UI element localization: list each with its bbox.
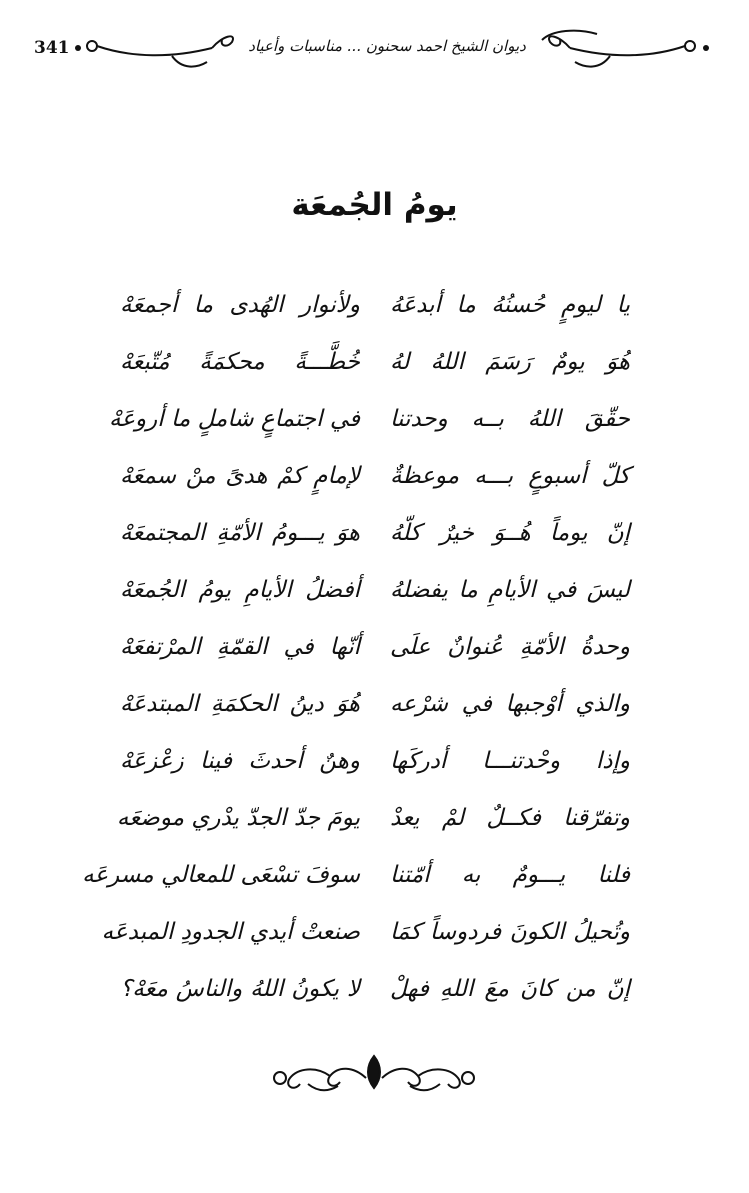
hemistich-first: ليسَ في الأيامِ ما يفضلهُ bbox=[390, 577, 630, 603]
hemistich-second: ولأنوار الهُدى ما أجمعَهْ bbox=[120, 292, 360, 318]
verse-4 bbox=[120, 454, 630, 511]
hemistich-first: إنّ يوماً هُــوَ خيرٌ كلّهُ bbox=[390, 520, 630, 546]
verse-12 bbox=[101, 910, 630, 967]
poem-title: يومُ الجُمعَة bbox=[291, 187, 458, 223]
hemistich-first: حقّقَ اللهُ بــه وحدتنا bbox=[390, 406, 630, 432]
hemistich-second: في اجتماعٍ شاملٍ ما أروعَهْ bbox=[109, 406, 360, 432]
hemistich-second: وهنٌ أحدثَ فينا زعْزعَهْ bbox=[120, 748, 360, 774]
running-title: ديوان الشيخ احمد سحنون ... مناسبات وأعياد bbox=[237, 32, 537, 60]
hemistich-second: لا يكونُ اللهُ والناسُ معَهْ؟ bbox=[120, 976, 360, 1002]
verse-13 bbox=[120, 967, 630, 1024]
hemistich-second: أنّها في القمّةِ المرْتفعَهْ bbox=[120, 634, 360, 660]
verse-8 bbox=[120, 682, 630, 739]
verse-10 bbox=[116, 796, 630, 853]
page-number: 341 bbox=[34, 38, 70, 58]
hemistich-second: خُطَّـــةً محكمَةً مُتّبعَهْ bbox=[120, 349, 360, 375]
hemistich-second: لإمامٍ كمْ هدىً منْ سمعَهْ bbox=[120, 463, 360, 489]
hemistich-first: والذي أوْجبها في شرْعه bbox=[390, 691, 630, 717]
verse-2 bbox=[120, 340, 630, 397]
hemistich-first: فلنا يـــومٌ به أمّتنا bbox=[390, 862, 630, 888]
hemistich-second: أفضلُ الأيامِ يومُ الجُمعَهْ bbox=[120, 577, 360, 603]
verse-11 bbox=[82, 853, 630, 910]
hemistich-first: هُوَ يومٌ رَسَمَ اللهُ لهُ bbox=[390, 349, 630, 375]
hemistich-first: يا ليومٍ حُسنُهُ ما أبدعَهُ bbox=[390, 292, 630, 318]
hemistich-first: وتُحيلُ الكونَ فردوساً كمَا bbox=[390, 919, 630, 945]
hemistich-first: إنّ من كانَ معَ اللهِ فهلْ bbox=[390, 976, 630, 1002]
verse-9 bbox=[120, 739, 630, 796]
verse-1 bbox=[120, 283, 630, 340]
footer-flourish-icon bbox=[268, 1052, 480, 1096]
hemistich-second: صنعتْ أيدي الجدودِ المبدعَه bbox=[101, 919, 360, 945]
verse-6 bbox=[120, 568, 630, 625]
verse-7 bbox=[120, 625, 630, 682]
hemistich-first: وإذا وحْدتنـــا أدركَها bbox=[390, 748, 630, 774]
hemistich-second: هوَ يـــومُ الأمّةِ المجتمعَهْ bbox=[120, 520, 360, 546]
hemistich-second: يومَ جدّ الجدّ يدْري موضعَه bbox=[116, 805, 360, 831]
hemistich-second: سوفَ تسْعَى للمعالي مسرعَه bbox=[82, 862, 360, 888]
hemistich-second: هُوَ دينُ الحكمَةِ المبتدعَهْ bbox=[120, 691, 360, 717]
hemistich-first: وحدةُ الأمّةِ عُنوانٌ علَى bbox=[390, 634, 630, 660]
verse-3 bbox=[109, 397, 630, 454]
running-header bbox=[22, 18, 727, 78]
verse-5 bbox=[120, 511, 630, 568]
poem-body bbox=[82, 283, 630, 1024]
hemistich-first: وتفرّقنا فكــلٌ لمْ يعدْ bbox=[390, 805, 630, 831]
hemistich-first: كلّ أسبوعٍ بـــه موعظةٌ bbox=[390, 463, 630, 489]
